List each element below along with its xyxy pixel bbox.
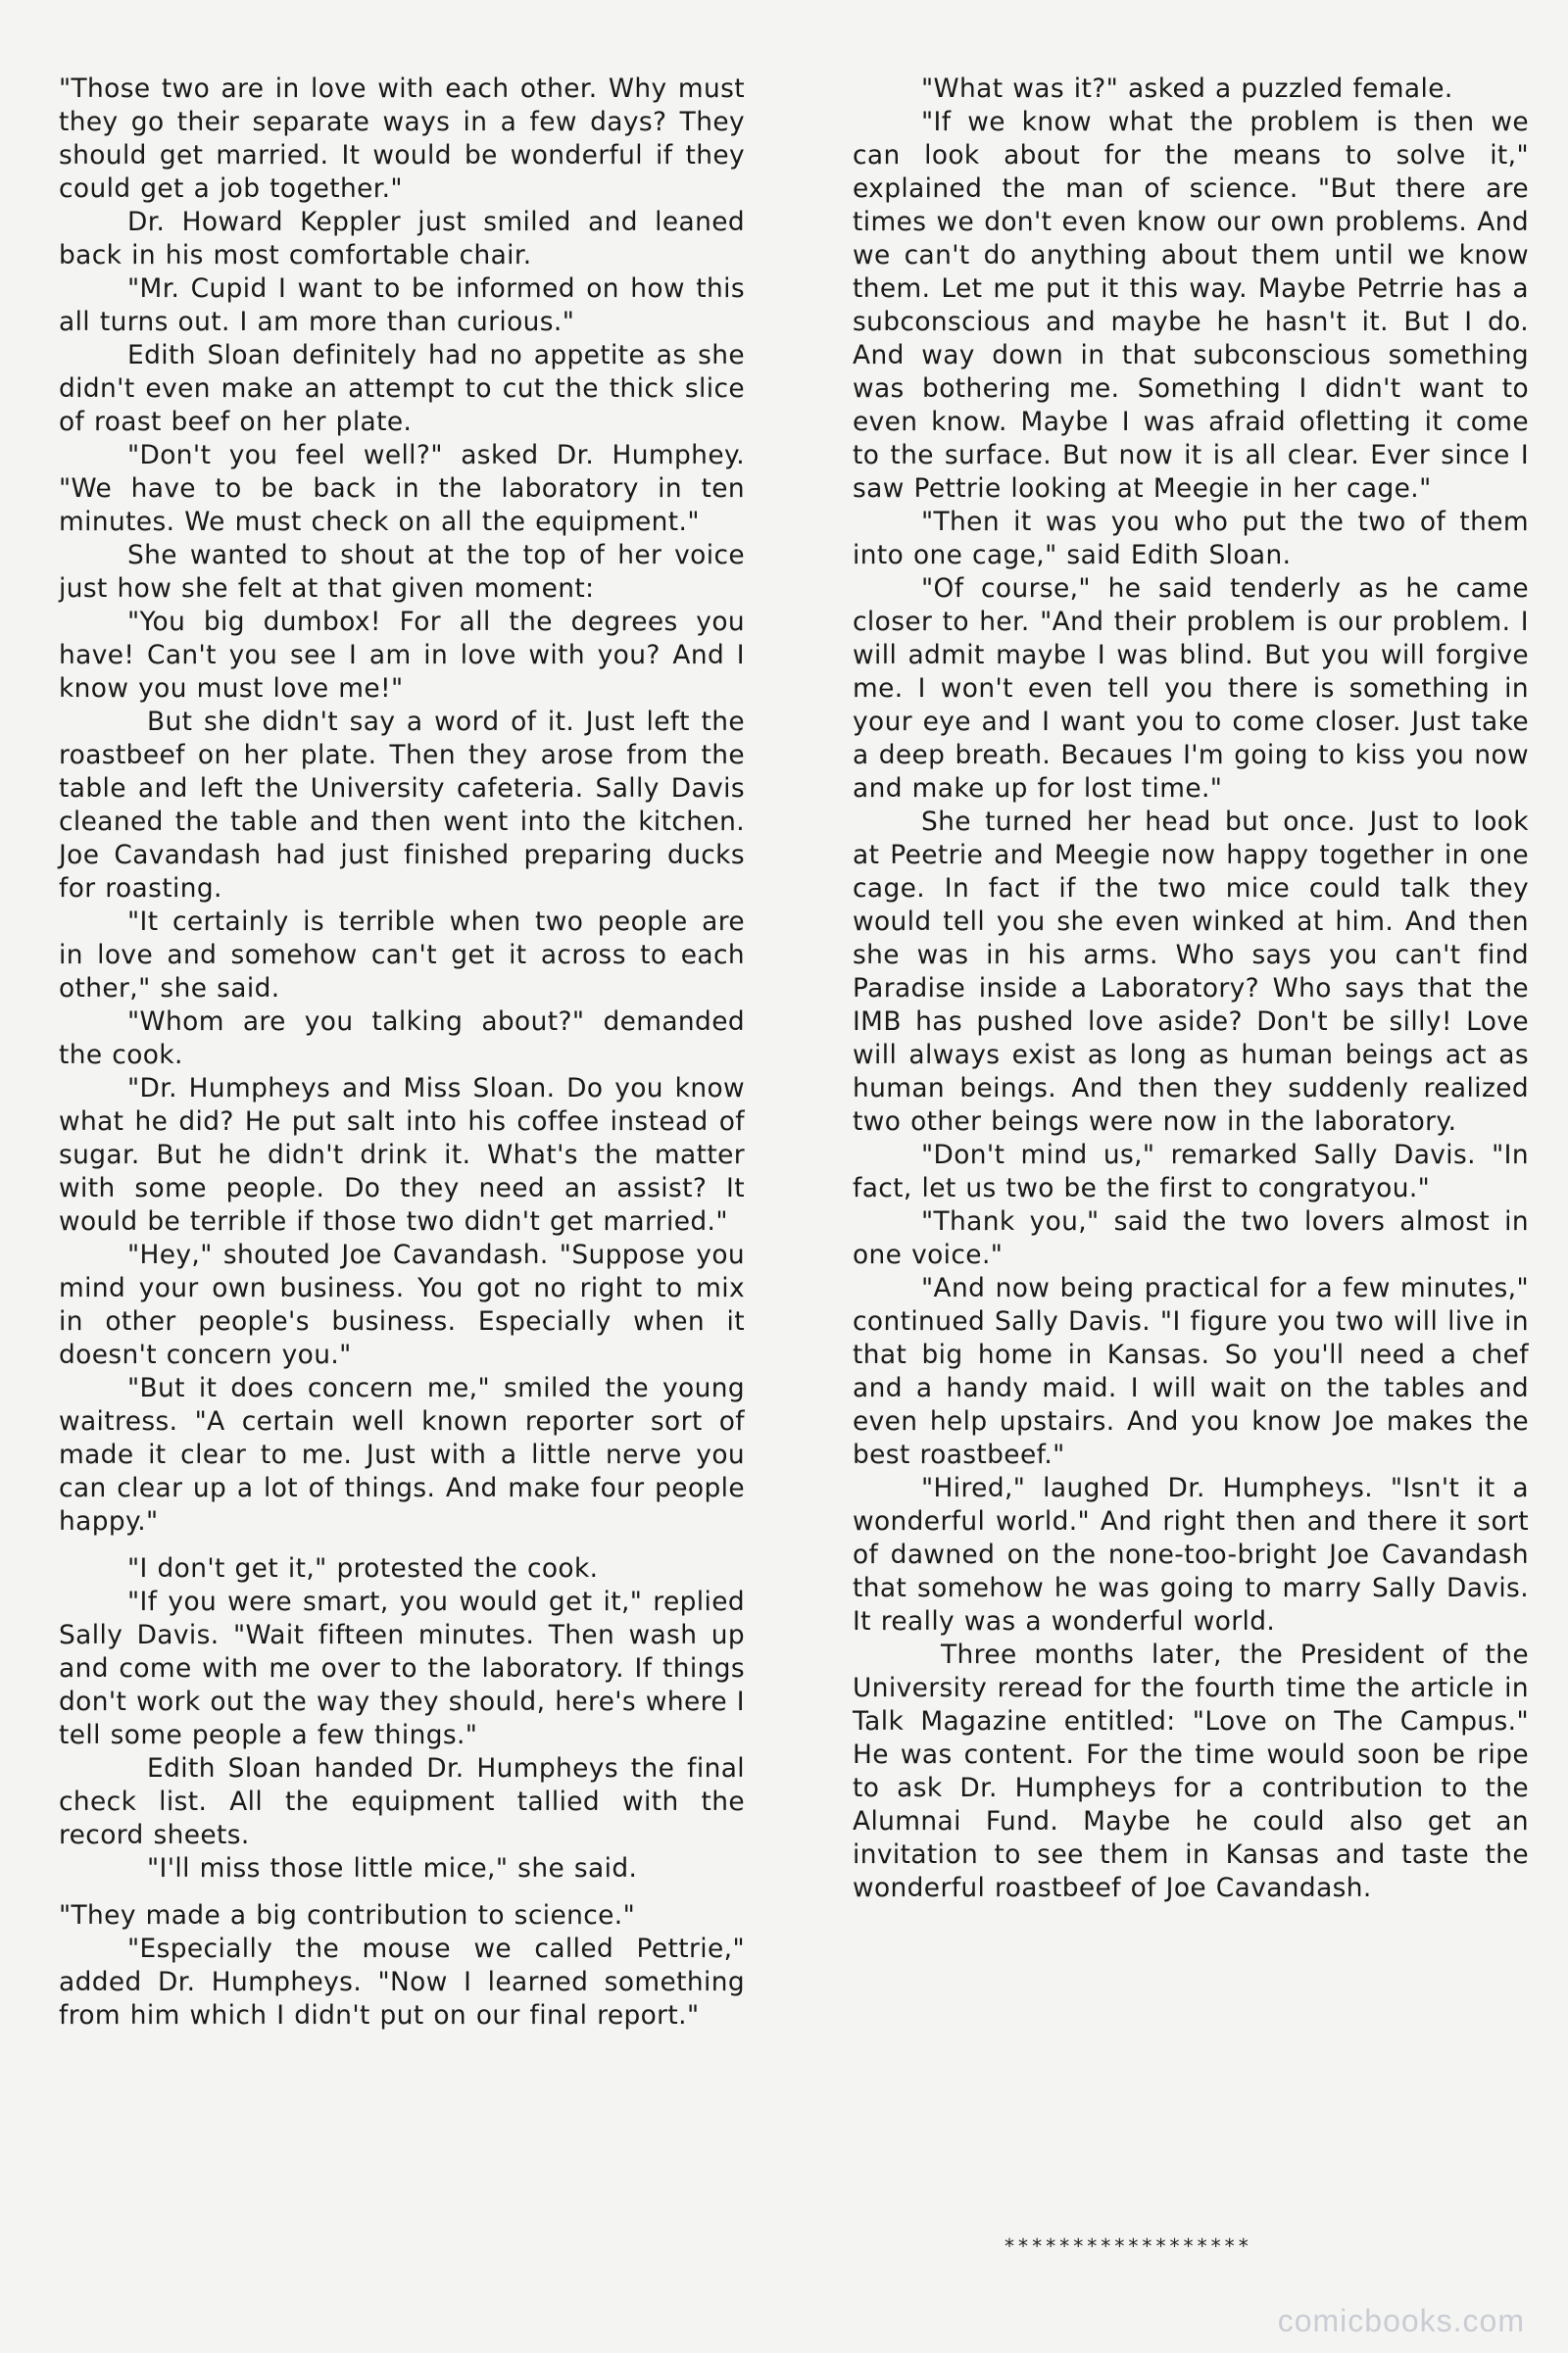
paragraph: "They made a big contribution to science.": [59, 1900, 636, 1931]
left-column: [59, 73, 745, 2033]
paragraph: "It certainly is terrible when two people are in love and somehow can't get it across to each other," she said.: [59, 907, 745, 1004]
paragraph: Three months later, the President of the University reread for the fourth time the article in Talk Magazine entitled: "Love on The Campus." He was content. For the time would soon be ripe to ask Dr. Humpheys for a contribution to the Alumnai Fund. Maybe he could also get an invitation to see them in Kansas and taste the wonderful roastbeef of Joe Cavandash.: [853, 1640, 1529, 1903]
paragraph: "Those two are in love with each other. Why must they go their separate ways in a few days? They should get married. It would be wonderful if they could get a job together.": [59, 74, 745, 204]
paragraph: "But it does concern me," smiled the young waitress. "A certain well known reporter sort of made it clear to me. Just with a little nerve you can clear up a lot of things. And make four people happy.": [59, 1373, 745, 1537]
paragraph: "Of course," he said tenderly as he came closer to her. "And their problem is our problem. I will admit maybe I was blind. But you will forgive me. I won't even tell you there is something in your eye and I want you to come closer. Just take a deep breath. Becaues I'm going to kiss you now and make up for lost time.": [853, 573, 1529, 804]
paragraph: "Then it was you who put the two of them into one cage," said Edith Sloan.: [853, 507, 1529, 570]
paragraph: "Mr. Cupid I want to be informed on how this all turns out. I am more than curious.": [59, 273, 745, 337]
paragraph: Dr. Howard Keppler just smiled and leaned back in his most comfortable chair.: [59, 207, 745, 270]
paragraph: "What was it?" asked a puzzled female.: [921, 74, 1453, 104]
paragraph: "If you were smart, you would get it," replied Sally Davis. "Wait fifteen minutes. Then wash up and come with me over to the laboratory. If things don't work out the way they should, here's where I tell some people a few things.": [59, 1587, 745, 1750]
paragraph: "Hired," laughed Dr. Humpheys. "Isn't it a wonderful world." And right then and there it sort of dawned on the none-too-bright Joe Cavandash that somehow he was going to marry Sally Davis. It really was a wonderful world.: [853, 1473, 1529, 1637]
watermark: comicbooks.com: [1277, 2303, 1525, 2338]
paragraph: "If we know what the problem is then we can look about for the means to solve it," explained the man of science. "But there are times we don't even know our own problems. And we can't do anything about them until we know them. Let me put it this way. Maybe Petrrie has a subconscious and maybe he hasn't it. But I do. And way down in that subconscious something was bothering me. Something I didn't want to even know. Maybe I was afraid ofletting it come to the surface. But now it is all clear. Ever since I saw Pettrie looking at Meegie in her cage.": [853, 107, 1529, 504]
paragraph: "Whom are you talking about?" demanded the cook.: [59, 1006, 745, 1070]
paragraph: "I don't get it," protested the cook.: [127, 1553, 599, 1584]
paragraph: "Don't you feel well?" asked Dr. Humphey. "We have to be back in the laboratory in ten minutes. We must check on all the equipment.": [59, 440, 745, 537]
paragraph: "Especially the mouse we called Pettrie," added Dr. Humpheys. "Now I learned something from him which I didn't put on our final report.": [59, 1934, 745, 2031]
paragraph: But she didn't say a word of it. Just left the roastbeef on her plate. Then they arose from the table and left the University cafeteria. Sally Davis cleaned the table and then went into the kitchen. Joe Cavandash had just finished preparing ducks for roasting.: [59, 707, 745, 904]
paragraph: "Don't mind us," remarked Sally Davis. "In fact, let us two be the first to congratyou.": [853, 1140, 1529, 1203]
paragraph: Edith Sloan definitely had no appetite as she didn't even make an attempt to cut the thick slice of roast beef on her plate.: [59, 340, 745, 437]
paragraph: Edith Sloan handed Dr. Humpheys the final check list. All the equipment tallied with the record sheets.: [59, 1753, 745, 1850]
paragraph: "Thank you," said the two lovers almost in one voice.": [853, 1206, 1529, 1270]
paragraph: "I'll miss those little mice," she said.: [147, 1853, 638, 1884]
paragraph: "You big dumbox! For all the degrees you have! Can't you see I am in love with you? And I know you must love me!": [59, 607, 745, 704]
right-column: [853, 73, 1529, 1905]
paragraph: She turned her head but once. Just to look at Peetrie and Meegie now happy together in one cage. In fact if the two mice could talk they would tell you she even winked at him. And then she was in his arms. Who says you can't find Paradise inside a Laboratory? Who says that the IMB has pushed love aside? Don't be silly! Love will always exist as long as human beings act as human beings. And then they suddenly realized two other beings were now in the laboratory.: [853, 807, 1529, 1137]
paragraph: She wanted to shout at the top of her voice just how she felt at that given moment:: [59, 540, 745, 604]
paragraph: "Dr. Humpheys and Miss Sloan. Do you know what he did? He put salt into his coffee instead of sugar. But he didn't drink it. What's the matter with some people. Do they need an assist? It would be terrible if those two didn't get married.": [59, 1073, 745, 1237]
paragraph: "Hey," shouted Joe Cavandash. "Suppose you mind your own business. You got no right to mix in other people's business. Especially when it doesn't concern you.": [59, 1240, 745, 1370]
paragraph: "And now being practical for a few minutes," continued Sally Davis. "I figure you two will live in that big home in Kansas. So you'll need a chef and a handy maid. I will wait on the tables and even help upstairs. And you know Joe makes the best roastbeef.": [853, 1273, 1529, 1470]
end-mark: ******************: [1004, 2234, 1251, 2258]
